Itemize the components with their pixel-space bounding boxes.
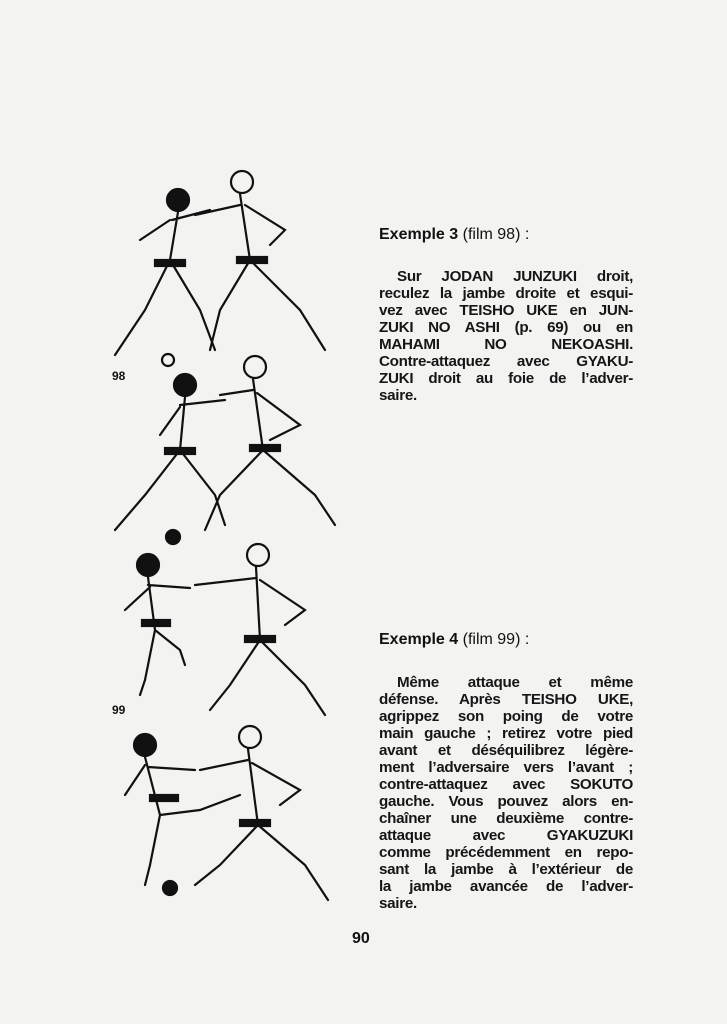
text-line: chaîner une deuxième contre- [379,810,633,827]
text-line: main gauche ; retirez votre pied [379,725,633,742]
example-3-film: (film 98) : [462,226,530,243]
karate-illustrations [100,160,350,920]
text-line: ZUKI droit au foie de l’adver- [379,370,633,387]
text-line: saire. [379,387,417,404]
figure-label-98: 98 [112,369,126,383]
text-line: défense. Après TEISHO UKE, [379,691,633,708]
text-line: gauche. Vous pouvez alors en- [379,793,633,810]
text-line: reculez la jambe droite et esqui- [379,285,633,302]
example-4-text [379,674,633,912]
example-4-title: Exemple 4 [379,631,459,648]
figure-label-99: 99 [112,703,126,717]
text-line: la jambe avancée de l’adver- [379,878,633,895]
text-line: ment l’adversaire vers l’avant ; [379,759,633,776]
example-3-title: Exemple 3 [379,226,459,243]
text-line: attaque avec GYAKUZUKI [379,827,633,844]
text-line: comme précédemment en repo- [379,844,633,861]
text-line: agrippez son poing de votre [379,708,633,725]
text-line: Contre-attaquez avec GYAKU- [379,353,633,370]
text-line: contre-attaquez avec SOKUTO [379,776,633,793]
text-line: Sur JODAN JUNZUKI droit, [397,268,633,285]
text-line: avant et déséquilibrez légère- [379,742,633,759]
example-4-film: (film 99) : [462,631,530,648]
example-4-heading [379,631,529,649]
text-line: Même attaque et même [397,674,633,691]
example-3-text [379,268,633,404]
text-line: ZUKI NO ASHI (p. 69) ou en [379,319,633,336]
illustration-pair-2 [115,356,335,544]
text-line: vez avec TEISHO UKE en JUN- [379,302,633,319]
page-number: 90 [352,930,370,947]
text-line: MAHAMI NO NEKOASHI. [379,336,633,353]
illustration-pair-4 [125,726,328,900]
illustration-pair-3 [125,544,325,715]
illustration-pair-1 [115,171,325,366]
text-line: saire. [379,895,417,912]
text-line: sant la jambe à l’extérieur de [379,861,633,878]
example-3-heading [379,226,529,244]
